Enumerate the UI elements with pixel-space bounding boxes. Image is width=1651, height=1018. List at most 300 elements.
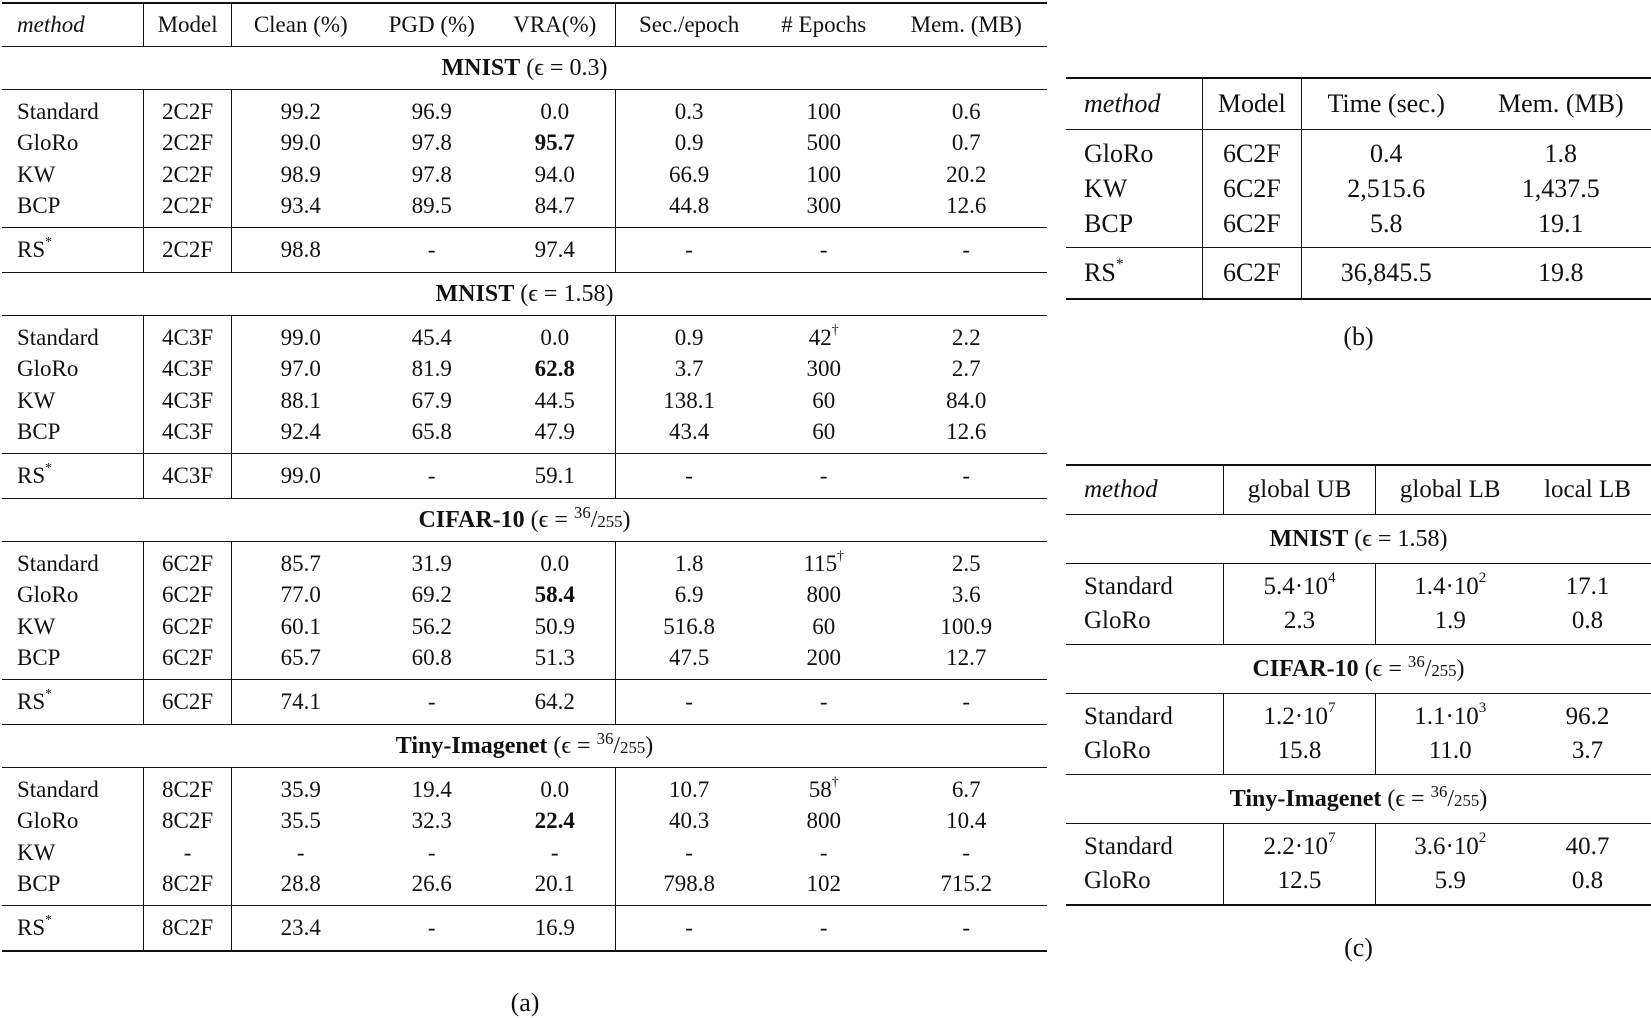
section-header-row [2,273,1047,316]
pgd-value: 60.8 [411,645,452,671]
global-lb-value [1376,824,1524,865]
method-name [1066,248,1202,300]
global-lb-value [1376,604,1524,645]
mem-value: 6.7 [951,776,981,802]
vra-value: 16.9 [494,906,615,952]
epochs-number: 500 [806,130,841,156]
global-ub-mantissa: 12.5 [1277,867,1322,894]
table-row-rs [1066,248,1651,300]
epsilon-denominator: 255 [597,511,623,531]
sec-epoch-value: 3.7 [674,356,704,382]
vra-value: 22.4 [494,806,615,838]
model-name: 6C2F [1202,248,1301,300]
col-header-method: method [2,3,143,47]
col-header-mem: Mem. (MB) [910,12,1022,37]
sec-epoch-value: 44.8 [668,193,710,219]
col-header-pgd: PGD (%) [388,12,475,37]
section-header: Tiny-Imagenet (ϵ = $^{36}$/255) [395,729,654,759]
method-name: KW [2,159,143,191]
global-ub-mantissa: 2.2·10 [1263,833,1329,860]
mem-value: 12.7 [946,645,987,671]
epochs-number: 42 [808,324,832,350]
mem-value: 84.0 [946,387,987,413]
model-name: 6C2F [143,580,232,612]
method-name: BCP [2,869,143,906]
vra-value: 0.0 [494,768,615,806]
epsilon-denominator: 255 [1454,790,1480,810]
method-label: RS [17,237,46,262]
table-row-rs [2,228,1047,273]
model-name: 6C2F [1202,130,1301,172]
model-name: 4C3F [143,385,232,417]
col-header-clean: Clean (%) [253,12,348,37]
epsilon-numerator: 36 [1430,782,1448,802]
epochs-value: - [819,915,828,940]
sec-epoch-value: 47.5 [668,645,710,671]
table-a-training-results [2,2,1047,952]
section-header: Tiny-Imagenet (ϵ = $^{36}$/255) [1229,782,1488,812]
clean-value: 35.5 [280,808,321,834]
method-label: RS [17,915,46,940]
section-header-row [2,725,1047,768]
global-ub-value [1223,564,1376,605]
epsilon-suffix: ) [645,732,654,759]
section-header-row [1066,645,1651,694]
global-ub-exponent: 7 [1328,830,1336,847]
global-ub-mantissa: 5.4·10 [1263,573,1329,600]
clean-value: 28.8 [280,871,321,897]
sec-epoch-value: 138.1 [663,387,715,413]
mem-value: 10.4 [946,808,987,834]
epsilon-denominator: 255 [1431,660,1457,680]
mem-value: 715.2 [940,871,993,897]
mem-value: - [962,839,971,865]
dagger-mark: † [831,774,839,790]
pgd-value: 56.2 [411,613,452,639]
model-name: 6C2F [143,542,232,580]
clean-value: - [296,839,305,865]
model-name: 4C3F [143,354,232,386]
sec-epoch-value: - [685,463,693,488]
method-name: GloRo [1066,130,1202,172]
table-row-rs [2,680,1047,725]
clean-value: 92.4 [280,419,321,445]
global-ub-value [1223,824,1376,865]
method-name: Standard [1066,824,1223,865]
epochs-value [762,611,885,643]
model-name: 8C2F [143,768,232,806]
model-name: - [143,837,232,869]
col-header-vra: VRA(%) [494,3,615,47]
model-name: 2C2F [143,228,232,273]
table-row [2,191,1047,228]
epochs-number: 800 [806,808,841,834]
epochs-number: 115 [803,550,838,576]
clean-value: 99.0 [280,324,321,350]
epsilon-suffix: ) [1479,785,1488,812]
method-name: Standard [1066,564,1223,605]
global-ub-mantissa: 15.8 [1277,737,1322,764]
method-label: RS [17,689,46,714]
clean-value: 99.0 [280,130,321,156]
mem-value: 2.2 [951,324,981,350]
table-row [2,316,1047,354]
asterisk-mark: * [45,686,53,702]
epochs-value [762,417,885,454]
sec-epoch-value: 1.8 [674,550,704,576]
section-header-row [1066,775,1651,824]
col-header-model: Model [143,3,232,47]
epsilon-numerator: 36 [596,729,614,749]
method-name: GloRo [2,128,143,160]
epsilon-prefix: (ϵ = [1364,655,1408,682]
table-row-rs [2,454,1047,499]
epochs-value [762,159,885,191]
col-header-mem: Mem. (MB) [1497,89,1624,118]
table-row [2,385,1047,417]
epsilon-suffix: ) [1456,655,1465,682]
clean-value: 85.7 [280,550,321,576]
local-lb-value: 40.7 [1565,833,1610,860]
table-row [2,542,1047,580]
pgd-value: 19.4 [411,776,452,802]
table-row [1066,694,1651,735]
table-row [1066,864,1651,905]
clean-value: 35.9 [280,776,321,802]
vra-value: 59.1 [494,454,615,499]
table-row [2,354,1047,386]
vra-value: 0.0 [494,542,615,580]
table-row [1066,171,1651,206]
vra-value: 0.0 [494,316,615,354]
mem-value: 0.6 [951,98,981,124]
global-lb-mantissa: 3.6·10 [1414,833,1479,860]
col-header-model: Model [1202,78,1301,130]
table-row [2,580,1047,612]
epsilon-denominator: 255 [620,737,646,757]
table-a-header-row [2,3,1047,47]
method-name [2,680,143,725]
dataset-name: CIFAR-10 [418,506,525,533]
mem-value: 100.9 [940,613,993,639]
sec-epoch-value: 10.7 [668,776,710,802]
mem-value: - [962,237,971,262]
vra-value: 47.9 [494,417,615,454]
section-header: CIFAR-10 (ϵ = $^{36}$/255) [1252,652,1465,682]
method-name: KW [2,611,143,643]
table-row [2,869,1047,906]
epochs-value [762,643,885,680]
local-lb-value: 3.7 [1571,737,1604,764]
pgd-value: - [427,237,436,262]
global-ub-value [1223,864,1376,905]
epochs-number: 100 [806,161,841,187]
clean-value: 99.2 [280,98,321,124]
section-header [2,273,1047,316]
asterisk-mark: * [1115,256,1124,274]
col-header-epochs: # Epochs [781,12,867,37]
epsilon-numerator: 36 [573,503,591,523]
method-name [2,454,143,499]
sec-epoch-value: - [685,689,693,714]
model-name: 2C2F [143,90,232,128]
global-lb-exponent: 2 [1478,570,1487,587]
model-name: 2C2F [143,191,232,228]
epsilon-value: (ϵ = 1.58) [520,280,614,307]
epochs-value [762,837,885,869]
sec-epoch-value: 516.8 [663,613,715,639]
pgd-value: 81.9 [411,356,452,382]
mem-value: - [962,463,971,488]
method-name [2,228,143,273]
clean-value: 93.4 [280,193,321,219]
col-header-method: method [1066,465,1223,515]
local-lb-value: 0.8 [1571,607,1604,634]
dataset-name: MNIST [1269,525,1349,552]
table-row [2,768,1047,806]
vra-value: 0.0 [494,90,615,128]
table-row-rs [2,906,1047,952]
model-name: 4C3F [143,417,232,454]
table-b-certification-time [1066,77,1651,300]
mem-value: 1,437.5 [1521,173,1600,203]
epsilon-numerator: 36 [1407,652,1425,672]
vra-value: 50.9 [494,611,615,643]
sec-epoch-value: - [685,237,693,262]
clean-value: 99.0 [280,463,321,488]
epsilon-value: (ϵ = 1.58) [1354,525,1448,552]
global-lb-mantissa: 1.1·10 [1414,703,1479,730]
col-header-global-lb: global LB [1399,476,1501,503]
col-header-global-ub: global UB [1223,465,1376,515]
mem-value: 19.1 [1538,208,1584,238]
epochs-value [762,191,885,228]
method-name: KW [2,385,143,417]
table-row [2,90,1047,128]
method-label: RS [1084,258,1116,287]
epochs-number: 300 [806,193,841,219]
dataset-name: MNIST [441,54,521,81]
mem-value: - [962,689,971,714]
method-name: Standard [1066,694,1223,735]
model-name: 6C2F [1202,206,1301,248]
clean-value: 65.7 [280,645,321,671]
global-ub-value [1223,734,1376,775]
time-value: 2,515.6 [1347,173,1426,203]
time-value: 5.8 [1369,208,1403,238]
clean-value: 23.4 [280,915,321,940]
table-b-caption: (b) [1343,322,1374,351]
mem-value: 20.2 [946,161,987,187]
method-name: GloRo [2,580,143,612]
section-header-row [1066,515,1651,564]
dagger-mark: † [837,548,845,564]
vra-value: - [494,837,615,869]
mem-value: 12.6 [946,419,987,445]
global-lb-mantissa: 1.9 [1434,607,1466,634]
asterisk-mark: * [45,234,53,250]
epochs-value: - [819,689,828,714]
method-name: GloRo [1066,734,1223,775]
vra-value: 84.7 [494,191,615,228]
sec-epoch-value: - [685,915,693,940]
method-name: Standard [2,768,143,806]
section-header [1066,515,1651,564]
col-header-time: Time (sec.) [1327,89,1445,118]
method-label: RS [17,463,46,488]
global-ub-mantissa: 2.3 [1283,607,1316,634]
epochs-number: 300 [806,356,841,382]
global-ub-exponent: 7 [1328,700,1336,717]
model-name: 8C2F [143,906,232,952]
dataset-name: CIFAR-10 [1252,655,1359,682]
mem-value: 0.7 [951,130,981,156]
vra-value: 58.4 [494,580,615,612]
pgd-value: - [427,915,436,940]
epochs-value [762,90,885,128]
sec-epoch-value: 43.4 [668,419,710,445]
global-lb-mantissa: 11.0 [1428,737,1472,764]
epochs-value [762,806,885,838]
epochs-number: 200 [806,645,841,671]
method-name: GloRo [1066,604,1223,645]
global-lb-mantissa: 1.4·10 [1414,573,1479,600]
pgd-value: 97.8 [411,161,452,187]
clean-value: 60.1 [280,613,321,639]
sec-epoch-value: 0.3 [674,98,704,124]
section-header: CIFAR-10 (ϵ = $^{36}$/255) [418,503,631,533]
method-name: Standard [2,316,143,354]
model-name: 2C2F [143,128,232,160]
pgd-value: 67.9 [411,387,452,413]
epochs-number: 58 [808,776,832,802]
vra-value: 94.0 [494,159,615,191]
table-row [1066,734,1651,775]
time-value: 36,845.5 [1340,258,1432,287]
epsilon-suffix: ) [622,506,631,533]
clean-value: 98.8 [280,237,321,262]
pgd-value: 31.9 [411,550,452,576]
mem-value: 2.7 [951,356,981,382]
table-row [2,837,1047,869]
epochs-value [762,316,885,354]
epochs-value [762,128,885,160]
table-row [1066,206,1651,248]
global-lb-mantissa: 5.9 [1434,867,1466,894]
vra-value: 97.4 [494,228,615,273]
sec-epoch-value: 0.9 [674,324,704,350]
table-row [2,417,1047,454]
epochs-value: - [819,237,828,262]
epochs-number: 60 [812,613,836,639]
local-lb-value: 17.1 [1565,573,1610,600]
epochs-value [762,542,885,580]
epsilon-prefix: (ϵ = [530,506,574,533]
table-row [1066,604,1651,645]
method-name: Standard [2,542,143,580]
epochs-value [762,354,885,386]
model-name: 4C3F [143,454,232,499]
global-lb-exponent: 3 [1478,700,1487,717]
sec-epoch-value: 0.9 [674,130,704,156]
method-name: BCP [2,417,143,454]
global-ub-value [1223,694,1376,735]
sec-epoch-value: 798.8 [663,871,715,897]
mem-value: 1.8 [1544,138,1578,168]
table-row [2,806,1047,838]
table-row [2,643,1047,680]
global-lb-value [1376,734,1524,775]
method-name: GloRo [2,806,143,838]
epochs-number: 100 [806,98,841,124]
table-row [2,159,1047,191]
epochs-value [762,580,885,612]
method-name: KW [1066,171,1202,206]
pgd-value: 89.5 [411,193,452,219]
clean-value: 88.1 [280,387,321,413]
pgd-value: - [427,463,436,488]
table-row [2,128,1047,160]
global-ub-exponent: 4 [1328,570,1336,587]
vra-value: 62.8 [494,354,615,386]
epochs-value [762,869,885,906]
asterisk-mark: * [45,912,53,928]
sec-epoch-value: 66.9 [668,161,710,187]
mem-value: - [962,915,971,940]
pgd-value: 97.8 [411,130,452,156]
table-row [2,611,1047,643]
epsilon-value: (ϵ = 0.3) [526,54,608,81]
method-name: BCP [1066,206,1202,248]
vra-value: 95.7 [494,128,615,160]
epochs-value [762,768,885,806]
table-c-lipschitz-bounds [1066,464,1651,906]
model-name: 8C2F [143,869,232,906]
local-lb-value: 0.8 [1571,867,1604,894]
sec-epoch-value: - [685,839,693,865]
pgd-value: - [427,689,436,714]
global-lb-exponent: 2 [1478,830,1487,847]
col-header-sec-epoch: Sec./epoch [638,12,740,37]
time-value: 0.4 [1369,138,1403,168]
mem-value: 3.6 [951,582,981,608]
table-row [1066,130,1651,172]
mem-value: 12.6 [946,193,987,219]
pgd-value: - [427,839,436,865]
local-lb-value: 96.2 [1565,703,1610,730]
global-lb-value [1376,564,1524,605]
pgd-value: 96.9 [411,98,452,124]
epochs-number: 60 [812,419,836,445]
mem-value: 2.5 [951,550,981,576]
clean-value: 77.0 [280,582,321,608]
global-ub-value [1223,604,1376,645]
method-name: Standard [2,90,143,128]
pgd-value: 45.4 [411,324,452,350]
model-name: 2C2F [143,159,232,191]
vra-value: 44.5 [494,385,615,417]
section-header-row [2,47,1047,90]
clean-value: 74.1 [280,689,321,714]
section-header-row [2,499,1047,542]
global-ub-mantissa: 1.2·10 [1263,703,1329,730]
section-header [2,47,1047,90]
method-name: KW [2,837,143,869]
epochs-number: 60 [812,387,836,413]
epsilon-prefix: (ϵ = [1387,785,1431,812]
table-c-header-row [1066,465,1651,515]
epochs-value [762,385,885,417]
